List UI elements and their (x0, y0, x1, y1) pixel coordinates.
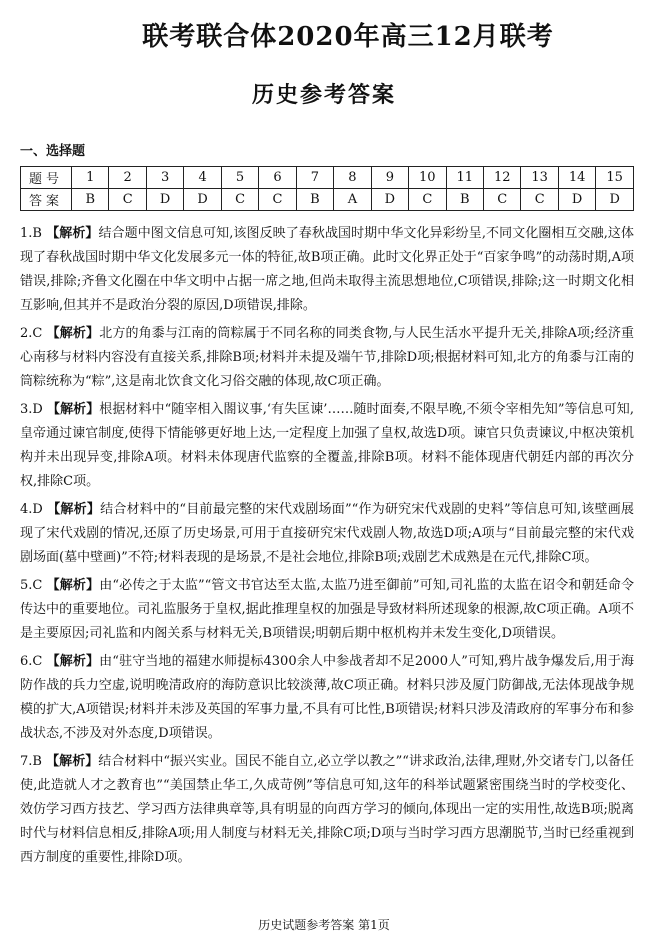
question-number-cell: 3 (146, 167, 183, 189)
explanation-text: 结合材料中“振兴实业。国民不能自立,必立学以教之”“讲求政治,法律,理财,外交诸专门,以备任使,此造就人才之教育也”“美国禁止华工,久成苛例”等信息可知,这年的科举试题紧密围绕当时的学校变化、效仿学习西方技艺、学习西方法律典章等,具有明显的向西方学习的倾向,体现出一定的实用性,故选B项;脱离时代与材料信息相反,排除A项;用人制度与材料无关,排除C项;D项与当时学习西方思潮脱节,当时已经重视到西方制度的重要性,排除D项。 (20, 754, 634, 865)
explanation-item (20, 750, 634, 870)
answer-cell: C (221, 189, 258, 211)
explanation-text: 北方的角黍与江南的筒粽属于不同名称的同类食物,与人民生活水平提升无关,排除A项;经济重心南移与材料内容没有直接关系,排除B项;材料并未提及端午节,排除D项;根据材料可知,北方的角黍与江南的筒粽统称为“粽”,这是南北饮食文化习俗交融的体现,故C项正确。 (20, 326, 634, 389)
explanation-text: 结合题中图文信息可知,该图反映了春秋战国时期中华文化异彩纷呈,不同文化圈相互交融,这体现了春秋战国时期中华文化发展多元一体的特征,故B项正确。此时文化界正处于“百家争鸣”的动荡时期,A项错误,排除;齐鲁文化圈在中华文明中占据一席之地,但尚未取得主流思想地位,C项错误,排除;这一时期文化相互影响,但其并不是政治分裂的原因,D项错误,排除。 (20, 226, 634, 313)
question-answer-label: 3.D (20, 402, 43, 417)
question-number-cell: 15 (596, 167, 634, 189)
question-answer-label: 7.B (20, 754, 42, 769)
page-footer: 历史试题参考答案 第1页 (258, 918, 390, 932)
question-number-cell: 6 (259, 167, 296, 189)
answer-cell: C (521, 189, 558, 211)
answer-cell: C (483, 189, 520, 211)
explanation-text: 结合材料中的“目前最完整的宋代戏剧场面”“作为研究宋代戏剧的史料”等信息可知,该壁画展现了宋代戏剧的情况,还原了历史场景,可用于直接研究宋代戏剧人物,故选D项;A项与“目前最完整的宋代戏剧场面(墓中壁画)”不符;材料表现的是场景,不是社会地位,排除B项;戏剧艺术成熟是在元代,排除C项。 (20, 502, 634, 565)
answer-cell: D (184, 189, 221, 211)
section-title: 一、选择题 (20, 144, 86, 159)
explanation-item (20, 222, 634, 318)
explanation-text: 根据材料中“随宰相入閤议事,‘有失匡谏’……随时面奏,不限早晚,不须令宰相先知”等信息可知,皇帝通过谏官制度,使得下情能够更好地上达,一定程度上加强了皇权,故选D项。谏官只负责谏议,中枢决策机构并未出现异变,排除A项。材料未体现唐代监察的全覆盖,排除B项。材料不能体现唐代朝廷内部的再次分权,排除C项。 (20, 402, 634, 489)
question-number-cell: 8 (334, 167, 371, 189)
question-number-cell: 14 (558, 167, 595, 189)
explanation-item (20, 322, 634, 394)
explanation-item (20, 498, 634, 570)
analysis-tag: 【解析】 (47, 502, 101, 517)
question-number-cell: 10 (409, 167, 446, 189)
explanation-item (20, 650, 634, 746)
answer-cell: C (259, 189, 296, 211)
question-number-cell: 7 (296, 167, 333, 189)
answer-cell: D (558, 189, 595, 211)
question-number-cell: 1 (72, 167, 109, 189)
analysis-tag: 【解析】 (46, 326, 100, 341)
explanation-item (20, 398, 634, 494)
document-subtitle: 历史参考答案 (251, 82, 396, 108)
question-number-cell: 2 (109, 167, 146, 189)
document-title: 联考联合体2020年高三12月联考 (142, 22, 554, 52)
analysis-tag: 【解析】 (46, 578, 100, 593)
question-answer-label: 2.C (20, 326, 43, 341)
answer-cell: B (296, 189, 333, 211)
analysis-tag: 【解析】 (46, 754, 99, 769)
analysis-tag: 【解析】 (46, 226, 99, 241)
analysis-tag: 【解析】 (46, 654, 100, 669)
answer-cell: C (409, 189, 446, 211)
answer-cell: C (109, 189, 146, 211)
question-number-cell: 13 (521, 167, 558, 189)
question-answer-label: 6.C (20, 654, 43, 669)
analysis-tag: 【解析】 (47, 402, 100, 417)
answer-cell: A (334, 189, 371, 211)
answer-cell: D (371, 189, 408, 211)
answer-cell: D (146, 189, 183, 211)
answer-cell: B (446, 189, 483, 211)
question-number-row (21, 167, 634, 189)
answer-cell: B (72, 189, 109, 211)
answer-row (21, 189, 634, 211)
explanation-list (20, 222, 634, 874)
question-answer-label: 4.D (20, 502, 43, 517)
explanation-text: 由“必传之于太监”“管文书官达至太监,太监乃进至御前”可知,司礼监的太监在诏令和朝廷命令传达中的重要地位。司礼监服务于皇权,据此推理皇权的加强是导致材料所述现象的根源,故C项正确。A项不是主要原因;司礼监和内阁关系与材料无关,B项错误;明朝后期中枢机构并未发生变化,D项错误。 (20, 578, 634, 641)
question-number-cell: 12 (483, 167, 520, 189)
question-answer-label: 1.B (20, 226, 42, 241)
explanation-item (20, 574, 634, 646)
answer-table (20, 166, 634, 211)
row-label-answer: 答案 (21, 189, 72, 211)
answer-cell: D (596, 189, 634, 211)
explanation-text: 由“驻守当地的福建水师提标4300余人中参战者却不足2000人”可知,鸦片战争爆发后,用于海防作战的兵力空虚,说明晚清政府的海防意识比较淡薄,故C项正确。材料只涉及厦门防御战,无法体现战争规模的扩大,A项错误;材料并未涉及英国的军事力量,不具有可比性,B项错误;材料只涉及清政府的军事分布和参战状态,不涉及对外态度,D项错误。 (20, 654, 634, 741)
question-number-cell: 4 (184, 167, 221, 189)
question-number-cell: 11 (446, 167, 483, 189)
question-number-cell: 5 (221, 167, 258, 189)
question-number-cell: 9 (371, 167, 408, 189)
row-label-number: 题号 (21, 167, 72, 189)
question-answer-label: 5.C (20, 578, 43, 593)
